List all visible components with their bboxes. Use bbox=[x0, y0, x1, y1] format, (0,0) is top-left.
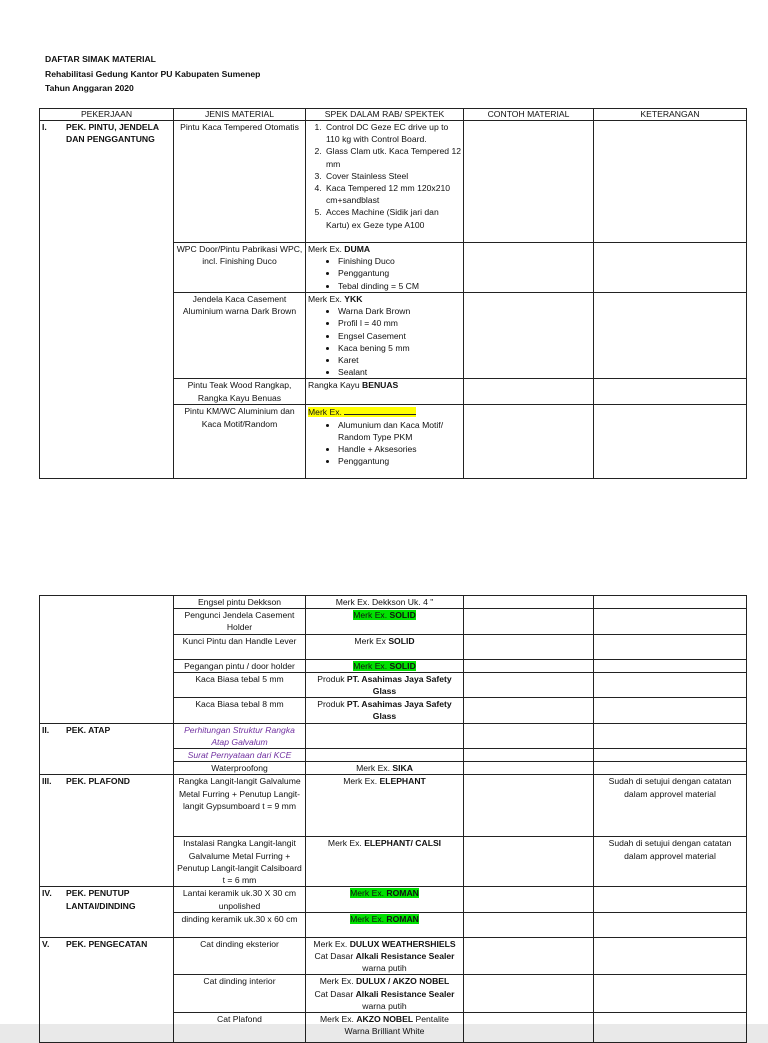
contoh-cell bbox=[464, 596, 594, 609]
spec-cell: Merk Ex. ELEPHANT/ CALSI bbox=[306, 837, 464, 887]
keterangan-cell bbox=[594, 749, 747, 762]
material-cell: Engsel pintu Dekkson bbox=[174, 596, 306, 609]
section-title: IV. PEK. PENUTUP LANTAI/DINDING bbox=[42, 888, 136, 911]
list-item: 1. Control DC Geze EC drive up to 110 kg with Control Board. bbox=[324, 121, 461, 145]
material-cell: Cat dinding interior bbox=[174, 975, 306, 1013]
material-cell: dinding keramik uk.30 x 60 cm bbox=[174, 912, 306, 937]
spec-cell bbox=[306, 609, 464, 634]
spec-cell: Merk Ex. DULUX WEATHERSHIELS Cat Dasar Alkali Resistance Sealer warna putih bbox=[306, 937, 464, 975]
section-title: II. PEK. ATAP bbox=[42, 724, 111, 735]
spec-cell: Merk Ex. AKZO NOBEL Pentalite Warna Brilliant White bbox=[306, 1013, 464, 1043]
material-cell: Cat Plafond bbox=[174, 1013, 306, 1043]
spec-cell bbox=[306, 659, 464, 672]
spec-list bbox=[308, 419, 461, 468]
section-cell bbox=[40, 596, 174, 724]
contoh-cell bbox=[464, 1013, 594, 1043]
list-item: • Karet bbox=[338, 354, 461, 366]
material-cell: Perhitungan Struktur Rangka Atap Galvalum bbox=[174, 723, 306, 748]
list-item: • Tebal dinding = 5 CM bbox=[338, 280, 461, 292]
spec-cell: Merk Ex. ELEPHANT bbox=[306, 775, 464, 837]
col-header-spek: SPEK DALAM RAB/ SPEKTEK bbox=[306, 109, 464, 121]
material-cell: Kaca Biasa tebal 8 mm bbox=[174, 698, 306, 723]
table-row bbox=[40, 723, 747, 748]
contoh-cell bbox=[464, 762, 594, 775]
highlight-green: Merk Ex. SOLID bbox=[353, 660, 416, 671]
material-cell: Surat Pernyataan dari KCE bbox=[174, 749, 306, 762]
highlight-green: Merk Ex. ROMAN bbox=[350, 888, 419, 899]
section-cell bbox=[40, 887, 174, 937]
brand-name: DUMA bbox=[344, 244, 371, 254]
spec-list bbox=[308, 121, 461, 231]
spec-cell bbox=[306, 887, 464, 912]
section-cell bbox=[40, 937, 174, 1042]
material-cell: WPC Door/Pintu Pabrikasi WPC, incl. Finishing Duco bbox=[174, 243, 306, 293]
table-row bbox=[40, 937, 747, 975]
brand-line bbox=[308, 405, 461, 418]
material-table-1 bbox=[39, 108, 747, 479]
spec-cell: Merk Ex. DULUX / AKZO NOBEL Cat Dasar Alkali Resistance Sealer warna putih bbox=[306, 975, 464, 1013]
list-item: • Penggantung bbox=[338, 267, 461, 279]
list-item: 3. Cover Stainless Steel bbox=[324, 170, 461, 182]
section-title: III. PEK. PLAFOND bbox=[42, 776, 130, 787]
list-item: • Penggantung bbox=[338, 455, 461, 467]
keterangan-cell bbox=[594, 887, 747, 912]
col-header-pekerjaan: PEKERJAAN bbox=[40, 109, 174, 121]
list-item: 4. Kaca Tempered 12 mm 120x210 cm+sandblast bbox=[324, 182, 461, 206]
material-cell: Rangka Langit-langit Galvalume Metal Furring + Penutup Langit-langit Gypsumboard t = 9 mm bbox=[174, 775, 306, 837]
contoh-cell bbox=[464, 698, 594, 723]
list-item: • Engsel Casement bbox=[338, 330, 461, 342]
contoh-cell bbox=[464, 749, 594, 762]
spec-cell bbox=[306, 405, 464, 479]
keterangan-cell bbox=[594, 975, 747, 1013]
contoh-cell bbox=[464, 775, 594, 837]
contoh-cell bbox=[464, 975, 594, 1013]
keterangan-cell bbox=[594, 293, 747, 379]
contoh-cell bbox=[464, 293, 594, 379]
spec-cell bbox=[306, 293, 464, 379]
material-cell: Pegangan pintu / door holder bbox=[174, 659, 306, 672]
col-header-keterangan: KETERANGAN bbox=[594, 109, 747, 121]
keterangan-cell bbox=[594, 405, 747, 479]
brand-line: Merk Ex. YKK bbox=[308, 294, 363, 304]
contoh-cell bbox=[464, 634, 594, 659]
keterangan-cell bbox=[594, 659, 747, 672]
contoh-cell bbox=[464, 243, 594, 293]
contoh-cell bbox=[464, 609, 594, 634]
keterangan-cell bbox=[594, 672, 747, 697]
contoh-cell bbox=[464, 672, 594, 697]
contoh-cell bbox=[464, 659, 594, 672]
material-cell: Cat dinding eksterior bbox=[174, 937, 306, 975]
spec-cell bbox=[306, 912, 464, 937]
contoh-cell bbox=[464, 887, 594, 912]
contoh-cell bbox=[464, 912, 594, 937]
keterangan-cell bbox=[594, 121, 747, 243]
blank-underline bbox=[344, 405, 416, 415]
keterangan-cell bbox=[594, 723, 747, 748]
brand-name: BENUAS bbox=[362, 380, 399, 391]
section-title: I. PEK. PINTU, JENDELA DAN PENGGANTUNG bbox=[42, 122, 159, 145]
header-year: Tahun Anggaran 2020 bbox=[45, 83, 134, 94]
section-cell bbox=[40, 723, 174, 775]
contoh-cell bbox=[464, 405, 594, 479]
list-item: • Handle + Aksesories bbox=[338, 443, 461, 455]
list-item: • Warna Dark Brown bbox=[338, 305, 461, 317]
keterangan-cell bbox=[594, 762, 747, 775]
material-cell: Lantai keramik uk.30 X 30 cm unpolished bbox=[174, 887, 306, 912]
material-cell: Pintu KM/WC Aluminium dan Kaca Motif/Random bbox=[174, 405, 306, 479]
document-header bbox=[45, 52, 260, 96]
material-cell: Pintu Kaca Tempered Otomatis bbox=[174, 121, 306, 243]
material-cell: Jendela Kaca Casement Aluminium warna Dark Brown bbox=[174, 293, 306, 379]
list-item: • Sealant bbox=[338, 366, 461, 378]
header-project: Rehabilitasi Gedung Kantor PU Kabupaten Sumenep bbox=[45, 68, 261, 79]
section-title: V. PEK. PENGECATAN bbox=[42, 938, 148, 949]
keterangan-cell bbox=[594, 379, 747, 405]
list-item: 5. Acces Machine (Sidik jari dan Kartu) ex Geze type A100 bbox=[324, 206, 461, 230]
spec-cell bbox=[306, 243, 464, 293]
spec-cell: Merk Ex. Dekkson Uk. 4 " bbox=[306, 596, 464, 609]
spec-cell: Merk Ex. SIKA bbox=[306, 762, 464, 775]
keterangan-cell bbox=[594, 912, 747, 937]
material-cell: Instalasi Rangka Langit-langit Galvalume Metal Furring + Penutup Langit-langit Calsiboard t = 6 mm bbox=[174, 837, 306, 887]
list-item: • Alumunium dan Kaca Motif/ Random Type PKM bbox=[338, 419, 461, 443]
table-header-row bbox=[40, 109, 747, 121]
spec-cell bbox=[306, 749, 464, 762]
spec-cell bbox=[306, 723, 464, 748]
spec-list bbox=[308, 255, 461, 292]
spec-cell: Produk PT. Asahimas Jaya Safety Glass bbox=[306, 672, 464, 697]
keterangan-cell bbox=[594, 634, 747, 659]
highlight-yellow: Merk Ex. bbox=[308, 407, 416, 417]
spec-cell bbox=[306, 121, 464, 243]
keterangan-cell bbox=[594, 698, 747, 723]
table-row bbox=[40, 121, 747, 243]
contoh-cell bbox=[464, 723, 594, 748]
keterangan-cell: Sudah di setujui dengan catatan dalam approvel material bbox=[594, 837, 747, 887]
keterangan-cell bbox=[594, 243, 747, 293]
material-table-2 bbox=[39, 595, 747, 1043]
brand-name: YKK bbox=[344, 294, 363, 304]
keterangan-cell bbox=[594, 1013, 747, 1043]
material-cell: Pengunci Jendela Casement Holder bbox=[174, 609, 306, 634]
keterangan-cell bbox=[594, 609, 747, 634]
spec-list bbox=[308, 305, 461, 378]
material-cell: Kaca Biasa tebal 5 mm bbox=[174, 672, 306, 697]
material-cell: Kunci Pintu dan Handle Lever bbox=[174, 634, 306, 659]
table-row bbox=[40, 596, 747, 609]
highlight-green: Merk Ex. SOLID bbox=[353, 610, 416, 621]
contoh-cell bbox=[464, 121, 594, 243]
keterangan-cell: Sudah di setujui dengan catatan dalam approvel material bbox=[594, 775, 747, 837]
contoh-cell bbox=[464, 937, 594, 975]
contoh-cell bbox=[464, 837, 594, 887]
list-item: 2. Glass Clam utk. Kaca Tempered 12 mm bbox=[324, 145, 461, 169]
spec-cell: Produk PT. Asahimas Jaya Safety Glass bbox=[306, 698, 464, 723]
brand-line: Merk Ex. DUMA bbox=[308, 244, 371, 254]
spec-cell: Rangka Kayu BENUAS bbox=[306, 379, 464, 405]
col-header-jenis-material: JENIS MATERIAL bbox=[174, 109, 306, 121]
section-cell bbox=[40, 121, 174, 479]
section-cell bbox=[40, 775, 174, 887]
keterangan-cell bbox=[594, 937, 747, 975]
material-cell: Pintu Teak Wood Rangkap, Rangka Kayu Benuas bbox=[174, 379, 306, 405]
keterangan-cell bbox=[594, 596, 747, 609]
highlight-green: Merk Ex. ROMAN bbox=[350, 913, 419, 924]
header-title: DAFTAR SIMAK MATERIAL bbox=[45, 54, 156, 64]
table-row bbox=[40, 887, 747, 912]
col-header-contoh: CONTOH MATERIAL bbox=[464, 109, 594, 121]
table-row bbox=[40, 775, 747, 837]
list-item: • Profil l = 40 mm bbox=[338, 317, 461, 329]
list-item: • Kaca bening 5 mm bbox=[338, 342, 461, 354]
spec-cell: Merk Ex SOLID bbox=[306, 634, 464, 659]
list-item: • Finishing Duco bbox=[338, 255, 461, 267]
material-cell: Waterproofong bbox=[174, 762, 306, 775]
contoh-cell bbox=[464, 379, 594, 405]
